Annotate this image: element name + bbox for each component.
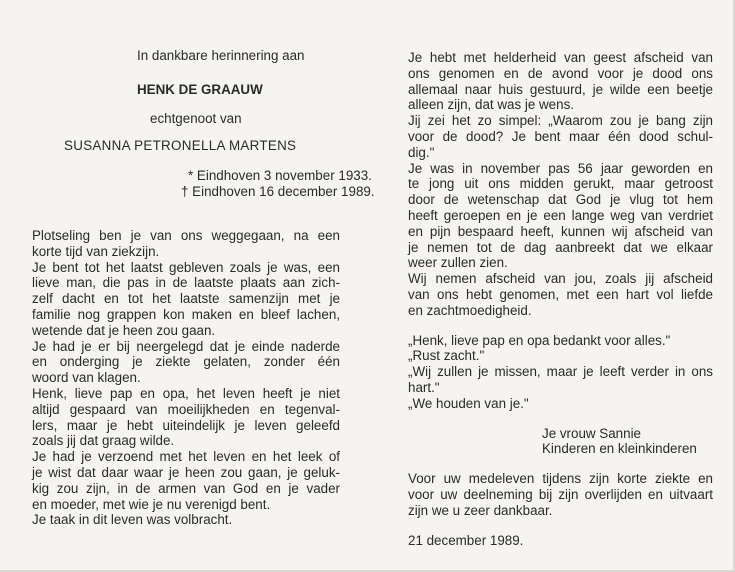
thanks-line: voor uw deelneming bij zijn overlijden en uitvaart bbox=[408, 486, 713, 502]
body-line: Je bent tot het laatst gebleven zoals je was, een bbox=[32, 259, 340, 275]
spacer bbox=[408, 319, 713, 333]
signature-block bbox=[408, 426, 713, 458]
body-line: Jij zei het zo simpel: „Waarom zou je bang zijn bbox=[408, 113, 713, 129]
signature-line: Je vrouw Sannie bbox=[542, 425, 641, 441]
body-line: en pijn bespaard heeft, kunnen wij afscheid van bbox=[408, 223, 713, 239]
body-line: en zachtmoedigheid. bbox=[408, 302, 532, 318]
body-line: Wij nemen afscheid van jou, zoals jij afscheid bbox=[408, 271, 713, 287]
body-line: weer zullen zien. bbox=[408, 255, 508, 271]
spacer bbox=[408, 457, 713, 471]
body-line: van ons hebt genomen, met een hart vol liefde bbox=[408, 286, 713, 302]
body-line: woord van klagen. bbox=[32, 370, 141, 386]
quotes-block bbox=[408, 333, 713, 412]
spacer bbox=[408, 412, 713, 426]
body-line: Je had je verzoend met het leven en het leek of bbox=[32, 449, 340, 465]
body-line: dig." bbox=[408, 144, 435, 160]
body-line: Je had je er bij neergelegd dat je einde naderde bbox=[32, 338, 340, 354]
signature-line: Kinderen en kleinkinderen bbox=[542, 441, 697, 457]
body-line: ons genomen en de avond voor je dood ons bbox=[408, 65, 713, 81]
body-line: familie nog grappen kon maken en bleef lachen, bbox=[32, 306, 340, 322]
body-line: Henk, lieve pap en opa, het leven heeft je niet bbox=[32, 385, 340, 401]
body-line: lers, maar je hebt uiteindelijk je leven geleefd bbox=[32, 417, 340, 433]
body-line: altijd gespaard van moeilijkheden en tegenval- bbox=[32, 401, 340, 417]
quote-line: „Henk, lieve pap en opa bedankt voor alles." bbox=[408, 332, 671, 348]
thanks-line: zijn we u zeer dankbaar. bbox=[408, 502, 553, 518]
body-line: korte tijd van ziekzijn. bbox=[32, 243, 160, 259]
quote-line: „Rust zacht." bbox=[408, 348, 485, 364]
quote-line: „We houden van je." bbox=[408, 395, 529, 411]
body-line: voor de dood? Je bent maar één dood schul- bbox=[408, 128, 713, 144]
body-line: door de wetenschap dat God je vlug tot hem bbox=[408, 192, 713, 208]
quote-line: hart." bbox=[408, 379, 440, 395]
right-column bbox=[408, 50, 713, 548]
body-line: zoals jij dat graag wilde. bbox=[32, 433, 175, 449]
spacer bbox=[408, 519, 713, 533]
deceased-name: HENK DE GRAAUW bbox=[137, 82, 263, 97]
date-line: 21 december 1989. bbox=[408, 532, 524, 548]
body-line: je nemen tot de dag aanbreekt dat we elkaar bbox=[408, 239, 713, 255]
body-line: te jong uit ons midden gerukt, maar getroost bbox=[408, 176, 713, 192]
body-line: Je taak in dit leven was volbracht. bbox=[32, 512, 233, 528]
body-line: zelf dacht en tot het laatste samenzijn met je bbox=[32, 291, 340, 307]
birth-line: * Eindhoven 3 november 1933. bbox=[188, 168, 372, 183]
body-line: Je was in november pas 56 jaar geworden en bbox=[408, 160, 713, 176]
body-line: heeft geroepen en je een lange weg van verdriet bbox=[408, 207, 713, 223]
thanks-line: Voor uw medeleven tijdens zijn korte ziekte en bbox=[408, 471, 713, 487]
quote-line: „Wij zullen je missen, maar je leeft verder in ons bbox=[408, 364, 713, 380]
body-line: Plotseling ben je van ons weggegaan, na een bbox=[32, 228, 340, 243]
spouse-name: SUSANNA PETRONELLA MARTENS bbox=[64, 138, 297, 153]
intro-line: In dankbare herinnering aan bbox=[137, 48, 305, 63]
body-line: kig zou zijn, in de armen van God en je vader bbox=[32, 480, 340, 496]
death-line: † Eindhoven 16 december 1989. bbox=[181, 184, 375, 199]
body-line: je wist dat daar waar je heen zou gaan, je geluk- bbox=[32, 464, 340, 480]
body-line: en onderging je ziekte gelaten, zonder één bbox=[32, 354, 340, 370]
spouse-of-line: echtgenoot van bbox=[150, 111, 242, 126]
body-line: alleen zijn, dat was je wens. bbox=[408, 97, 574, 113]
body-line: allemaal naar huis gestuurd, je wilde een beetje bbox=[408, 81, 713, 97]
body-line: en moeder, met wie je nu verenigd bent. bbox=[32, 496, 271, 512]
right-body-text bbox=[408, 50, 713, 319]
left-body-text bbox=[32, 228, 340, 528]
body-line: lieve man, die pas in de laatste plaats aan zich- bbox=[32, 275, 340, 291]
thanks-block bbox=[408, 471, 713, 518]
body-line: wetende dat je heen zou gaan. bbox=[32, 322, 216, 338]
body-line: Je hebt met helderheid van geest afscheid van bbox=[408, 50, 713, 65]
